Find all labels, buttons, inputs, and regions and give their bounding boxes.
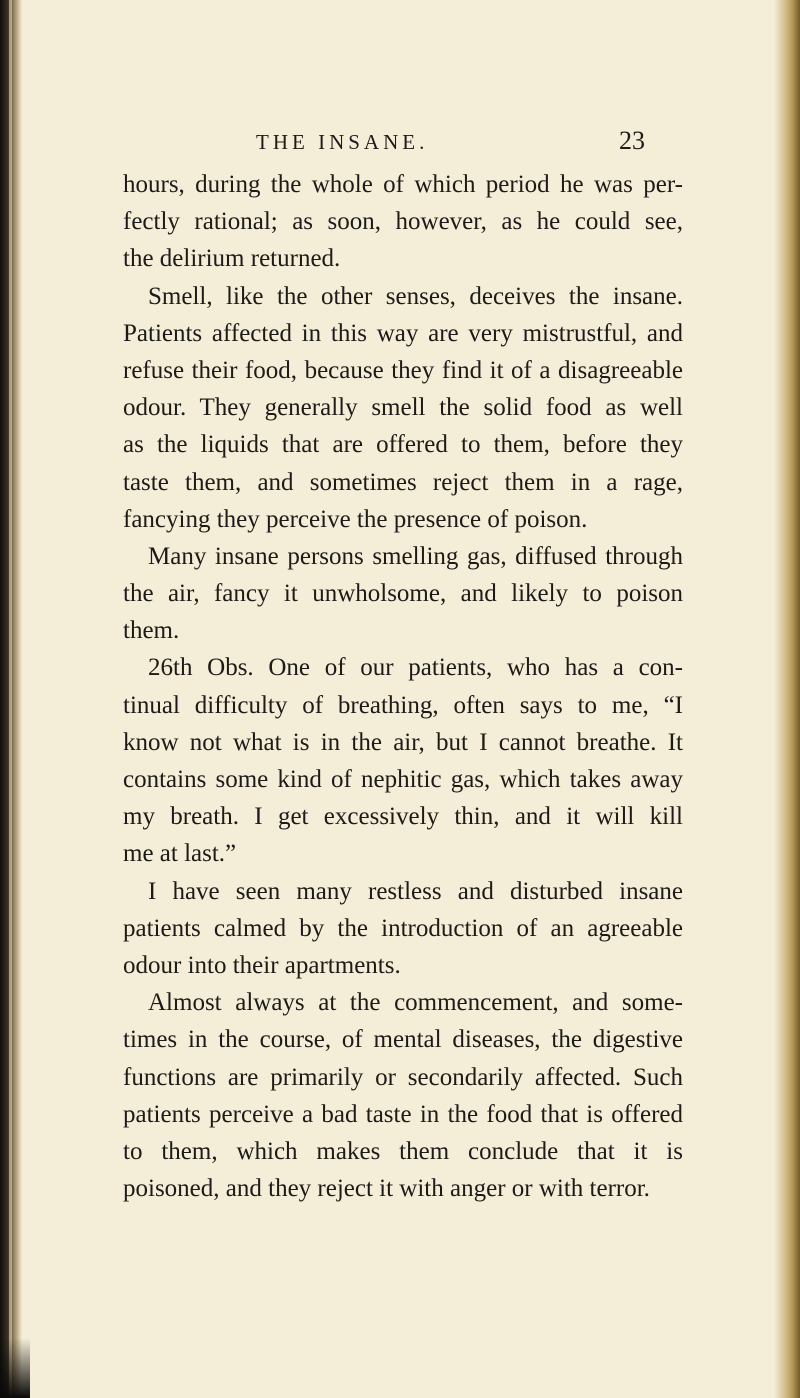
left-page-edge [9,0,12,1398]
bottom-corner-shadow [0,1338,30,1398]
text-line: Smell, like the other senses, deceives the insane. [148,282,683,310]
text-line: odour. They generally smell the solid food as well [123,394,683,422]
text-line: to them, which makes them conclude that it is [123,1137,683,1165]
text-line: hours, during the whole of which period he was per- [123,171,683,198]
text-line: them. [123,617,180,645]
text-line: fancying they perceive the presence of poison. [123,505,588,533]
body-text [123,166,683,1207]
text-line: contains some kind of nephitic gas, which takes away [123,766,683,793]
text-line: poisoned, and they reject it with anger or with terror. [123,1175,650,1203]
running-head [0,126,800,166]
text-line: times in the course, of mental diseases, the digestive [123,1026,683,1054]
text-line: tinual difficulty of breathing, often says to me, “I [123,691,683,719]
text-line: my breath. I get excessively thin, and it will kill [123,803,683,831]
text-line: patients calmed by the introduction of an agreeable [123,914,683,942]
text-line: taste them, and sometimes reject them in a rage, [123,468,683,496]
text-line: know not what is in the air, but I cannot breathe. It [123,728,683,756]
text-line: as the liquids that are offered to them, before they [123,431,683,459]
text-line: 26th Obs. One of our patients, who has a con- [148,654,683,682]
text-line: fectly rational; as soon, however, as he could see, [123,208,683,236]
text-line: me at last.” [123,840,237,868]
text-line: functions are primarily or secondarily affected. Such [123,1063,683,1091]
text-line: odour into their apartments. [123,951,401,979]
text-line: the air, fancy it unwholsome, and likely to poison [123,580,683,608]
running-title: THE INSANE. [256,130,429,154]
text-line: I have seen many restless and disturbed insane [148,877,683,905]
page-number: 23 [619,126,645,155]
text-line: Almost always at the commencement, and some- [148,989,683,1017]
text-line: the delirium returned. [123,245,341,273]
right-page-edge [774,0,800,1398]
text-line: Many insane persons smelling gas, diffused through [148,542,683,570]
text-line: refuse their food, because they find it of a disagreeable [123,356,683,384]
text-line: patients perceive a bad taste in the food that is offered [123,1100,683,1128]
text-line: Patients affected in this way are very mistrustful, and [123,319,683,347]
